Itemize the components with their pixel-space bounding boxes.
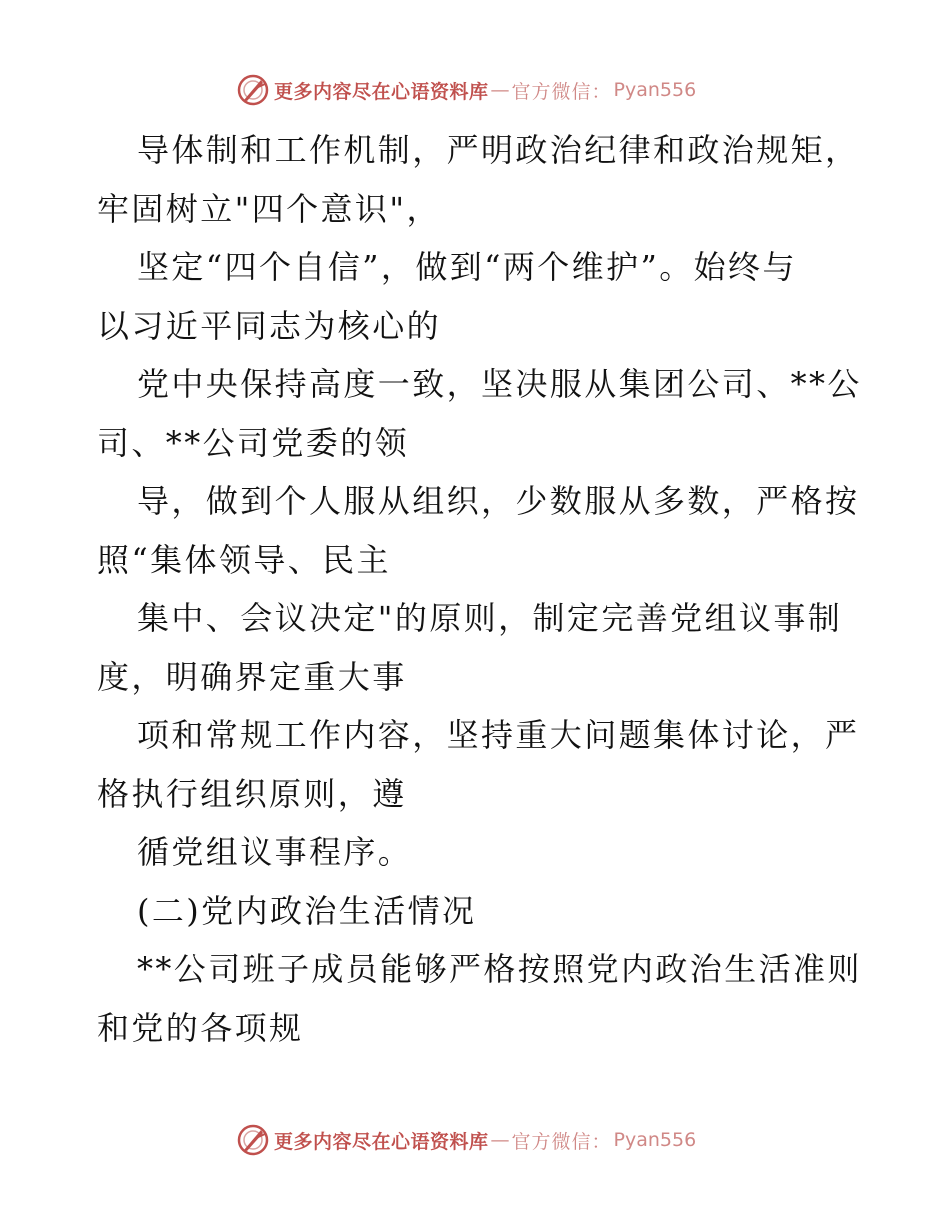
paragraph-9-line-2: 和党的各项规 [97, 1008, 304, 1047]
paragraph-1-line-2: 牢固树立"四个意识"， [97, 189, 441, 228]
watermark-wechat-id: Pyan556 [613, 1129, 697, 1151]
paragraph-1 [97, 121, 860, 238]
footer-watermark [236, 1122, 696, 1158]
paragraph-3 [97, 355, 862, 472]
paragraph-6 [97, 706, 860, 823]
watermark-sub-text: 官方微信： [511, 80, 612, 103]
paragraph-5 [97, 589, 857, 706]
paragraph-9 [97, 940, 862, 1057]
paragraph-4-line-2: 照“集体领导、民主 [97, 540, 391, 579]
watermark-separator: — [490, 1129, 510, 1151]
paragraph-2 [97, 238, 857, 355]
paragraph-4-line-1: 导，做到个人服从组织，少数服从多数，严格按 [137, 482, 860, 520]
quill-logo-icon [236, 1123, 270, 1157]
paragraph-6-line-2: 格执行组织原则，遵 [97, 774, 407, 813]
document-body [97, 121, 862, 1057]
header-watermark [236, 72, 696, 108]
paragraph-1-line-1: 导体制和工作机制，严明政治纪律和政治规矩， [137, 131, 860, 169]
watermark-wechat-id: Pyan556 [613, 79, 697, 101]
paragraph-4 [97, 472, 860, 589]
paragraph-3-line-2: 司、**公司党委的领 [97, 423, 410, 462]
paragraph-5-line-1: 集中、会议决定"的原则，制定完善党组议事制 [137, 599, 843, 637]
watermark-main-text: 更多内容尽在心语资料库 [274, 1130, 489, 1153]
paragraph-2-line-2: 以习近平同志为核心的 [97, 306, 442, 345]
paragraph-6-line-1: 项和常规工作内容，坚持重大问题集体讨论，严 [137, 716, 860, 754]
watermark-separator: — [490, 79, 510, 101]
watermark-sub-text: 官方微信： [511, 1130, 612, 1153]
paragraph-2-line-1: 坚定“四个自信”，做到“两个维护”。始终与 [137, 248, 797, 286]
paragraph-5-line-2: 度，明确界定重大事 [97, 657, 407, 696]
watermark-main-text: 更多内容尽在心语资料库 [274, 80, 489, 103]
section-heading [97, 882, 857, 941]
section-heading-text: (二)党内政治生活情况 [137, 891, 477, 930]
paragraph-7-line-1: 循党组议事程序。 [137, 833, 413, 871]
paragraph-3-line-1: 党中央保持高度一致，坚决服从集团公司、**公 [137, 365, 862, 403]
paragraph-9-line-1: **公司班子成员能够严格按照党内政治生活准则 [137, 950, 862, 988]
quill-logo-icon [236, 73, 270, 107]
paragraph-7 [97, 823, 857, 882]
